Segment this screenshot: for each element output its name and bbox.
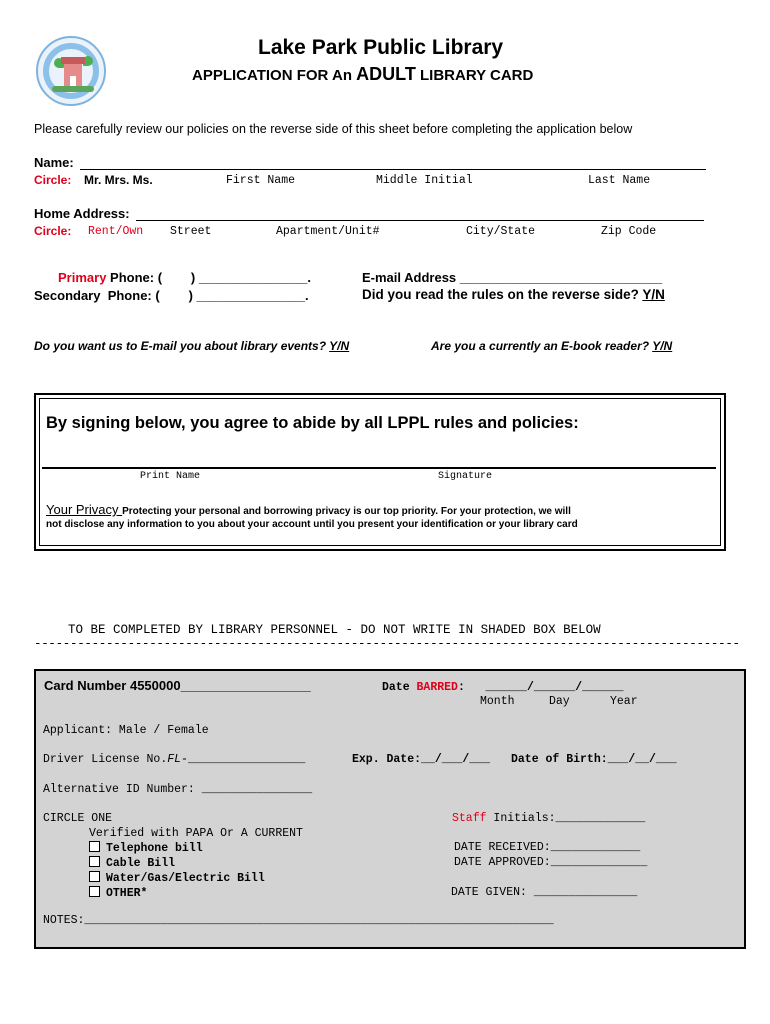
verification-option: Telephone bill bbox=[89, 841, 203, 855]
first-name-caption: First Name bbox=[226, 174, 296, 187]
driver-license-field: Driver License No.FL-_________________ bbox=[43, 753, 306, 766]
date-approved-field: DATE APPROVED:______________ bbox=[454, 856, 648, 869]
primary-phone-field[interactable]: Primary Phone: ( ) _______________. bbox=[58, 270, 311, 285]
name-label: Name: bbox=[34, 155, 74, 170]
print-name-caption: Print Name bbox=[140, 471, 201, 482]
last-name-caption: Last Name bbox=[588, 174, 651, 187]
secondary-phone-field[interactable]: Secondary Phone: ( ) _______________. bbox=[34, 288, 309, 303]
personnel-notice: TO BE COMPLETED BY LIBRARY PERSONNEL - DO NOT WRITE IN SHADED BOX BELOW bbox=[68, 623, 601, 637]
checkbox-icon bbox=[89, 871, 100, 882]
street-caption: Street bbox=[170, 225, 212, 238]
checkbox-icon bbox=[89, 886, 100, 897]
name-input-line[interactable] bbox=[80, 169, 706, 170]
dashed-separator: -------------------------------------------------------------------------------------------------- bbox=[34, 637, 740, 651]
alternative-id-field: Alternative ID Number: ________________ bbox=[43, 783, 313, 796]
form-title: Lake Park Public Library bbox=[258, 36, 504, 59]
email-address-field[interactable]: E-mail Address ____________________________ bbox=[362, 270, 663, 285]
title-options[interactable]: Mr. Mrs. Ms. bbox=[84, 173, 153, 187]
rules-question[interactable]: Did you read the rules on the reverse side? Y/N bbox=[362, 287, 665, 302]
city-state-caption: City/State bbox=[466, 225, 536, 238]
middle-initial-caption: Middle Initial bbox=[376, 174, 473, 187]
notes-field: NOTES:____________________________________________________________________ bbox=[43, 914, 554, 927]
date-given-field: DATE GIVEN: _______________ bbox=[451, 886, 638, 899]
applicant-gender: Applicant: Male / Female bbox=[43, 724, 209, 737]
date-received-field: DATE RECEIVED:_____________ bbox=[454, 841, 641, 854]
home-address-label: Home Address: bbox=[34, 206, 130, 221]
date-barred-field: Date BARRED: ______/______/______ bbox=[382, 681, 624, 694]
checkbox-icon bbox=[89, 856, 100, 867]
date-of-birth-field: Date of Birth:___/__/___ bbox=[511, 753, 677, 766]
month-caption: Month bbox=[480, 695, 515, 708]
library-logo bbox=[36, 36, 106, 106]
verification-option: OTHER* bbox=[89, 886, 147, 900]
staff-only-box bbox=[34, 669, 746, 949]
exp-date-field: Exp. Date:__/___/___ bbox=[352, 753, 491, 766]
verification-option: Cable Bill bbox=[89, 856, 175, 870]
rent-own-option[interactable]: Rent/Own bbox=[88, 225, 144, 238]
form-subtitle: APPLICATION FOR An ADULT LIBRARY CARD bbox=[192, 64, 534, 84]
privacy-statement-line2: not disclose any information to you about your account until you present your identification or your library card bbox=[46, 519, 578, 530]
apartment-caption: Apartment/Unit# bbox=[276, 225, 380, 238]
year-caption: Year bbox=[610, 695, 638, 708]
ebook-question[interactable]: Are you a currently an E-book reader? Y/N bbox=[431, 339, 673, 353]
card-number-field: Card Number 4550000__________________ bbox=[44, 678, 311, 693]
instructions-text: Please carefully review our policies on the reverse side of this sheet before completing the application below bbox=[34, 122, 633, 136]
address-circle-label: Circle: bbox=[34, 224, 72, 238]
email-events-question[interactable]: Do you want us to E-mail you about library events? Y/N bbox=[34, 339, 350, 353]
agreement-heading: By signing below, you agree to abide by all LPPL rules and policies: bbox=[46, 414, 579, 432]
verification-option: Water/Gas/Electric Bill bbox=[89, 871, 265, 885]
circle-label: Circle: bbox=[34, 173, 72, 187]
checkbox-icon bbox=[89, 841, 100, 852]
signature-caption: Signature bbox=[438, 471, 493, 482]
day-caption: Day bbox=[549, 695, 570, 708]
home-address-input-line[interactable] bbox=[136, 220, 704, 221]
staff-initials-field: Staff Initials:_____________ bbox=[452, 812, 646, 825]
verified-label: Verified with PAPA Or A CURRENT bbox=[89, 827, 303, 840]
zip-caption: Zip Code bbox=[601, 225, 657, 238]
privacy-statement: Your Privacy Protecting your personal and borrowing privacy is our top priority. For your protection, we will bbox=[46, 502, 571, 517]
signature-line[interactable] bbox=[42, 467, 716, 469]
circle-one-label: CIRCLE ONE bbox=[43, 812, 113, 825]
